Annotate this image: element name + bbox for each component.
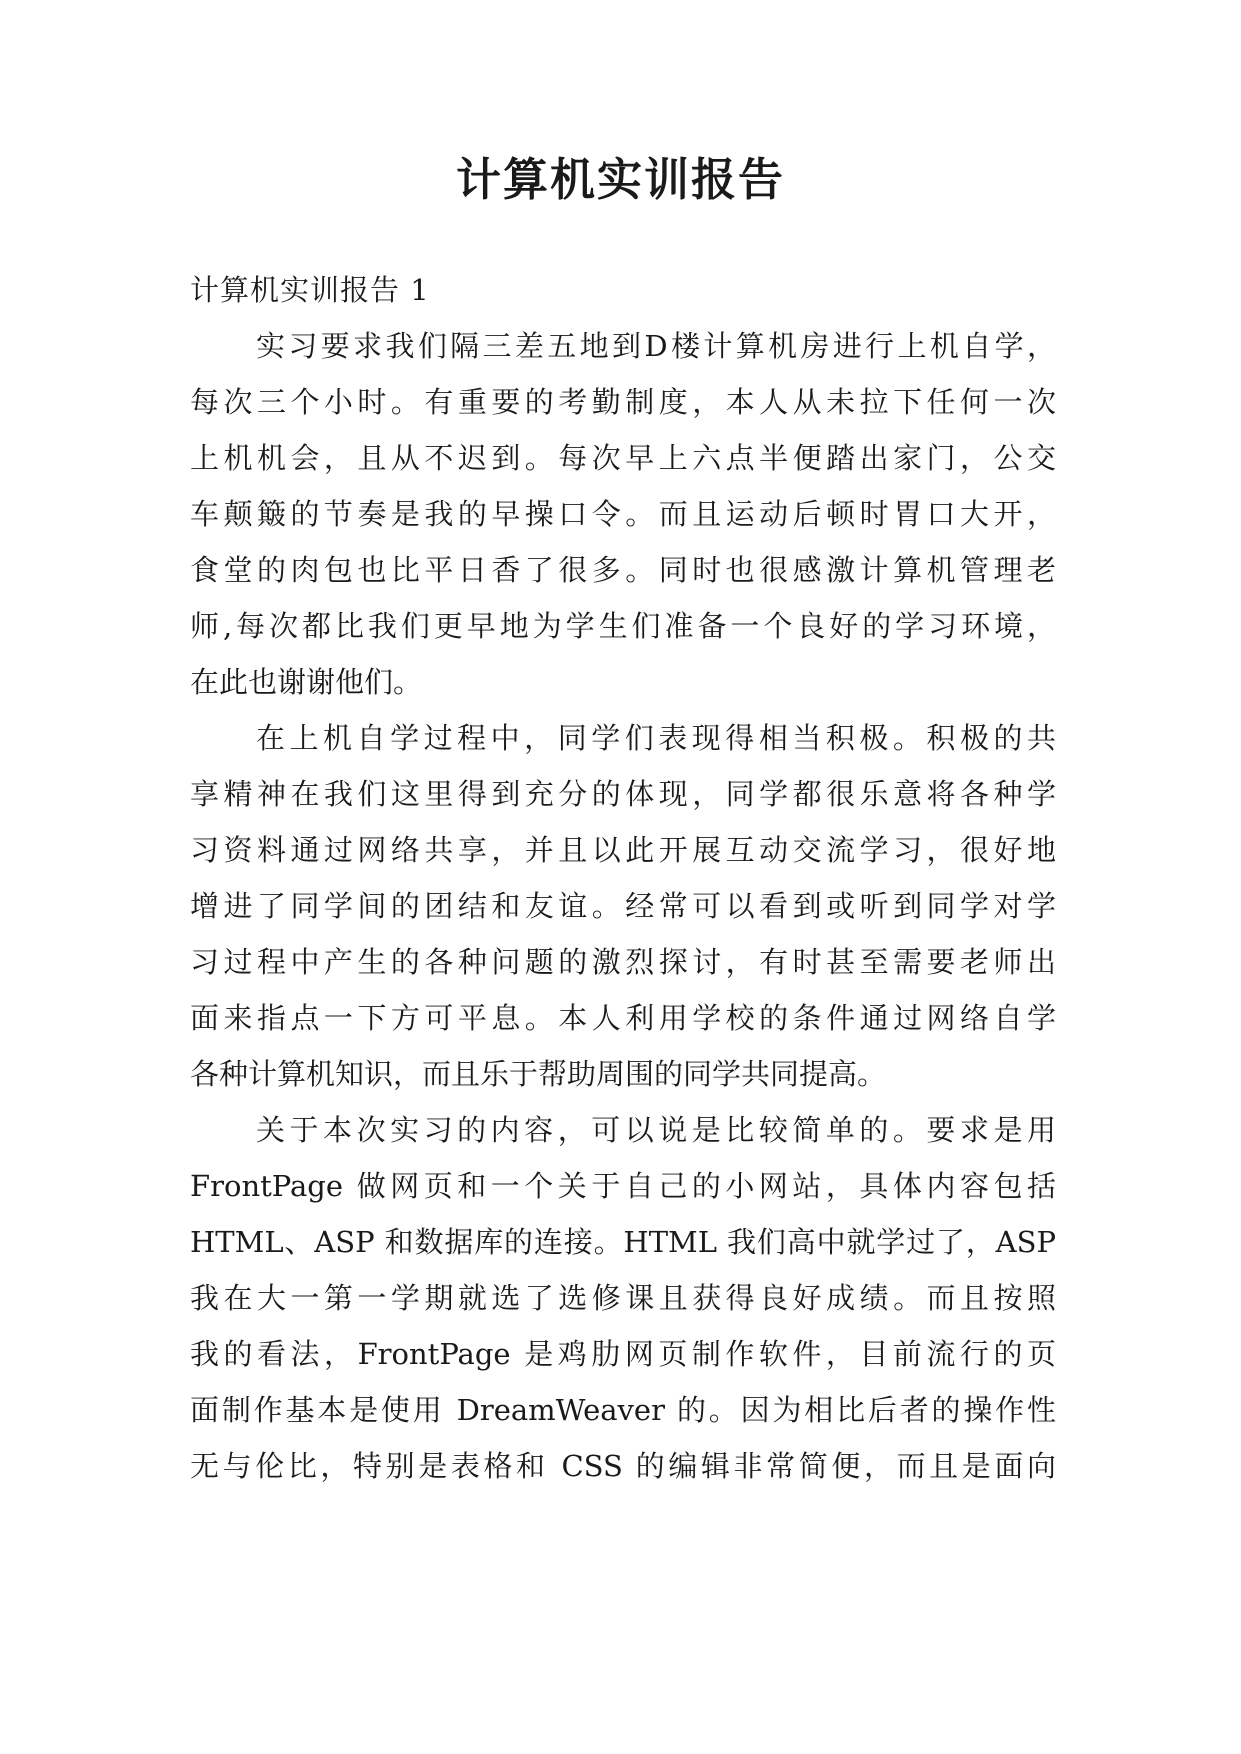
text-line: 师,每次都比我们更早地为学生们准备一个良好的学习环境，: [190, 609, 1056, 643]
text-line: 各种计算机知识，而且乐于帮助周围的同学共同提高。: [190, 1057, 887, 1091]
text-line: 在此也谢谢他们。: [190, 665, 423, 699]
text-line: 面制作基本是使用 DreamWeaver 的。因为相比后者的操作性: [190, 1393, 1056, 1427]
paragraph-3: [190, 1102, 1056, 1494]
text-line: 食堂的肉包也比平日香了很多。同时也很感激计算机管理老: [190, 553, 1056, 587]
text-line: 我在大一第一学期就选了选修课且获得良好成绩。而且按照: [190, 1281, 1056, 1315]
text-line: 关于本次实习的内容，可以说是比较简单的。要求是用: [256, 1113, 1056, 1147]
text-line: 我的看法，FrontPage 是鸡肋网页制作软件，目前流行的页: [190, 1337, 1056, 1371]
document-title: 计算机实训报告: [455, 153, 785, 206]
text-line: 习资料通过网络共享，并且以此开展互动交流学习，很好地: [190, 833, 1056, 867]
text-line: 上机机会，且从不迟到。每次早上六点半便踏出家门，公交: [190, 441, 1056, 475]
text-line: 享精神在我们这里得到充分的体现，同学都很乐意将各种学: [190, 777, 1056, 811]
text-line: FrontPage 做网页和一个关于自己的小网站，具体内容包括: [190, 1169, 1056, 1203]
paragraph-2: [190, 710, 1056, 1102]
text-line: 每次三个小时。有重要的考勤制度，本人从未拉下任何一次: [190, 385, 1056, 419]
text-line: 实习要求我们隔三差五地到D楼计算机房进行上机自学，: [256, 329, 1056, 363]
text-line: 面来指点一下方可平息。本人利用学校的条件通过网络自学: [190, 1001, 1056, 1035]
text-line: 无与伦比，特别是表格和 CSS 的编辑非常简便，而且是面向: [190, 1449, 1056, 1483]
text-line: 习过程中产生的各种问题的激烈探讨，有时甚至需要老师出: [190, 945, 1056, 979]
text-line: HTML、ASP 和数据库的连接。HTML 我们高中就学过了，ASP: [190, 1225, 1056, 1259]
text-line: 增进了同学间的团结和友谊。经常可以看到或听到同学对学: [190, 889, 1056, 923]
text-line: 在上机自学过程中，同学们表现得相当积极。积极的共: [256, 721, 1056, 755]
document-body: [190, 262, 1056, 1494]
section-heading: 计算机实训报告 1: [190, 273, 430, 307]
text-line: 车颠簸的节奏是我的早操口令。而且运动后顿时胃口大开，: [190, 497, 1056, 531]
paragraph-1: [190, 318, 1056, 710]
